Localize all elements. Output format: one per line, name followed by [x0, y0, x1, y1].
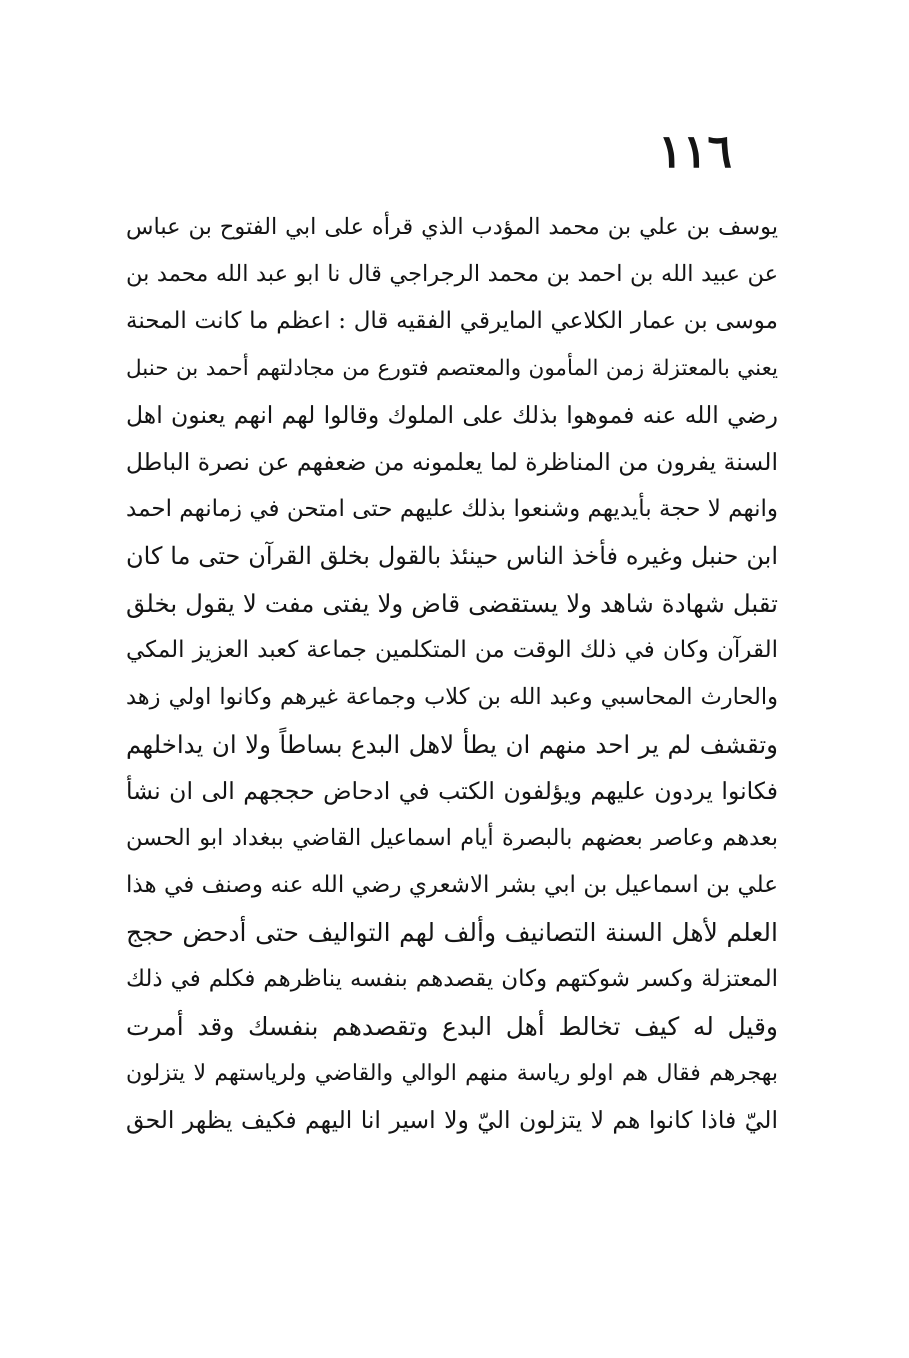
text-line-9: تقبل شهادة شاهد ولا يستقضى قاض ولا يفتى مفت لا يقول بخلق	[126, 589, 778, 618]
text-line-15: علي بن اسماعيل بن ابي بشر الاشعري رضي الله عنه وصنف في هذا	[126, 872, 778, 898]
text-line-1: يوسف بن علي بن محمد المؤدب الذي قرأه على ابي الفتوح بن عباس	[126, 214, 778, 240]
text-line-18: وقيل له كيف تخالط أهل البدع وتقصدهم بنفسك وقد أمرت	[126, 1012, 778, 1041]
text-line-6: السنة يفرون من المناظرة لما يعلمونه من ضعفهم عن نصرة الباطل	[126, 448, 778, 476]
text-line-16: العلم لأهل السنة التصانيف وألف لهم التواليف حتى أدحض حجج	[126, 918, 778, 947]
text-line-13: فكانوا يردون عليهم ويؤلفون الكتب في ادحاض حججهم الى ان نشأ	[126, 777, 778, 805]
text-line-12: وتقشف لم ير احد منهم ان يطأ لاهل البدع بساطاً ولا ان يداخلهم	[126, 730, 778, 759]
text-body	[126, 204, 778, 1144]
text-line-3: موسى بن عمار الكلاعي المايرقي الفقيه قال : اعظم ما كانت المحنة	[126, 308, 778, 334]
text-line-5: رضي الله عنه فموهوا بذلك على الملوك وقالوا لهم انهم يعنون اهل	[126, 401, 778, 429]
text-line-2: عن عبيد الله بن احمد بن محمد الرجراجي قال نا ابو عبد الله محمد بن	[126, 261, 778, 287]
text-line-19: بهجرهم فقال هم اولو رياسة منهم الوالي والقاضي ولرياستهم لا يتزلون	[126, 1061, 778, 1086]
text-line-20: اليّ فاذا كانوا هم لا يتزلون اليّ ولا اسير انا اليهم فكيف يظهر الحق	[126, 1106, 778, 1134]
text-line-4: يعني بالمعتزلة زمن المأمون والمعتصم فتورع من مجادلتهم أحمد بن حنبل	[126, 356, 778, 381]
text-line-17: المعتزلة وكسر شوكتهم وكان يقصدهم بنفسه يناظرهم فكلم في ذلك	[126, 966, 778, 992]
text-line-7: وانهم لا حجة بأيديهم وشنعوا بذلك عليهم حتى امتحن في زمانهم احمد	[126, 496, 778, 522]
text-line-10: القرآن وكان في ذلك الوقت من المتكلمين جماعة كعبد العزيز المكي	[126, 637, 778, 663]
text-line-8: ابن حنبل وغيره فأخذ الناس حينئذ بالقول بخلق القرآن حتى ما كان	[126, 542, 778, 570]
page-number: ١١٦	[657, 124, 733, 178]
text-line-11: والحارث المحاسبي وعبد الله بن كلاب وجماعة غيرهم وكانوا اولي زهد	[126, 684, 778, 710]
text-line-14: بعدهم وعاصر بعضهم بالبصرة أيام اسماعيل القاضي ببغداد ابو الحسن	[126, 825, 778, 851]
